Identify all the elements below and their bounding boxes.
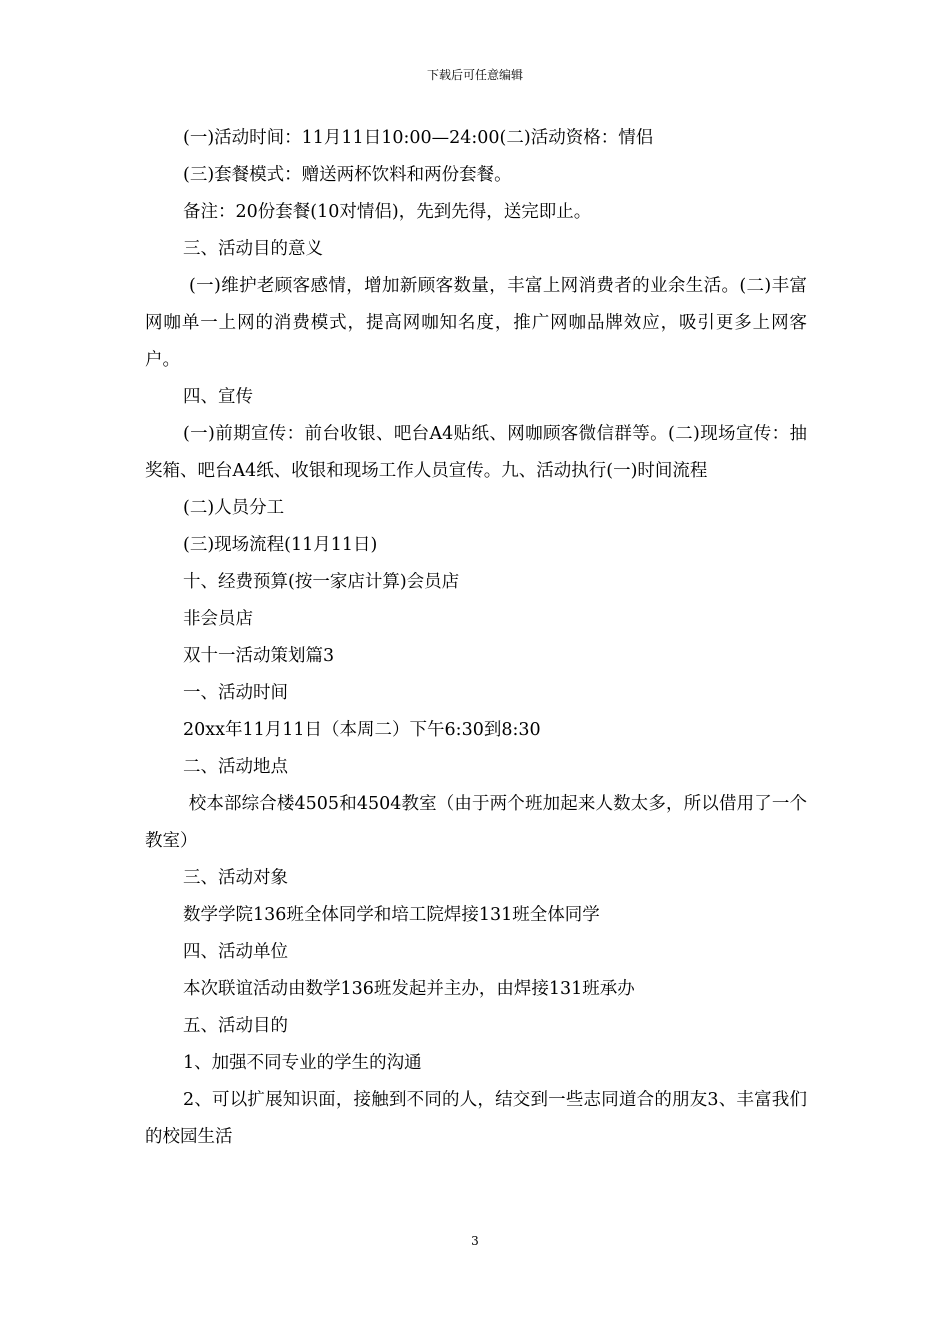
page-number: 3 bbox=[471, 1234, 479, 1248]
paragraph: (三)现场流程(11月11日) bbox=[183, 535, 378, 555]
paragraph: 1、加强不同专业的学生的沟通 bbox=[183, 1053, 422, 1073]
paragraph: 20xx年11月11日（本周二）下午6:30到8:30 bbox=[183, 720, 541, 740]
section-heading: 十、经费预算(按一家店计算)会员店 bbox=[183, 572, 460, 592]
paragraph: 数学学院136班全体同学和培工院焊接131班全体同学 bbox=[183, 905, 600, 925]
page-header: 下载后可任意编辑 bbox=[426, 68, 523, 82]
section-heading: 三、活动对象 bbox=[183, 868, 288, 888]
paragraph: (三)套餐模式：赠送两杯饮料和两份套餐。 bbox=[183, 165, 512, 185]
section-heading: 一、活动时间 bbox=[183, 683, 288, 703]
section-heading: 二、活动地点 bbox=[183, 757, 288, 777]
paragraph: 备注：20份套餐(10对情侣)，先到先得，送完即止。 bbox=[183, 202, 592, 222]
paragraph: (一)前期宣传：前台收银、吧台A4贴纸、网咖顾客微信群等。(二)现场宣传：抽奖箱、吧台A4纸、收银和现场工作人员宣传。九、活动执行(一)时间流程 bbox=[145, 424, 807, 481]
document-body bbox=[145, 120, 807, 1156]
paragraph: 非会员店 bbox=[183, 609, 253, 629]
section-heading: 四、宣传 bbox=[183, 387, 253, 407]
paragraph: 本次联谊活动由数学136班发起并主办，由焊接131班承办 bbox=[183, 979, 635, 999]
section-heading: 三、活动目的意义 bbox=[183, 239, 323, 259]
article-title: 双十一活动策划篇3 bbox=[183, 646, 335, 666]
paragraph: (一)活动时间：11月11日10:00—24:00(二)活动资格：情侣 bbox=[183, 128, 654, 148]
paragraph: 校本部综合楼4505和4504教室（由于两个班加起来人数太多，所以借用了一个教室） bbox=[145, 794, 807, 851]
section-heading: 四、活动单位 bbox=[183, 942, 288, 962]
section-heading: 五、活动目的 bbox=[183, 1016, 288, 1036]
paragraph: (一)维护老顾客感情，增加新顾客数量，丰富上网消费者的业余生活。(二)丰富网咖单一上网的消费模式，提高网咖知名度，推广网咖品牌效应，吸引更多上网客户。 bbox=[145, 276, 807, 370]
paragraph: 2、可以扩展知识面，接触到不同的人，结交到一些志同道合的朋友3、丰富我们的校园生活 bbox=[145, 1090, 807, 1147]
paragraph: (二)人员分工 bbox=[183, 498, 285, 518]
